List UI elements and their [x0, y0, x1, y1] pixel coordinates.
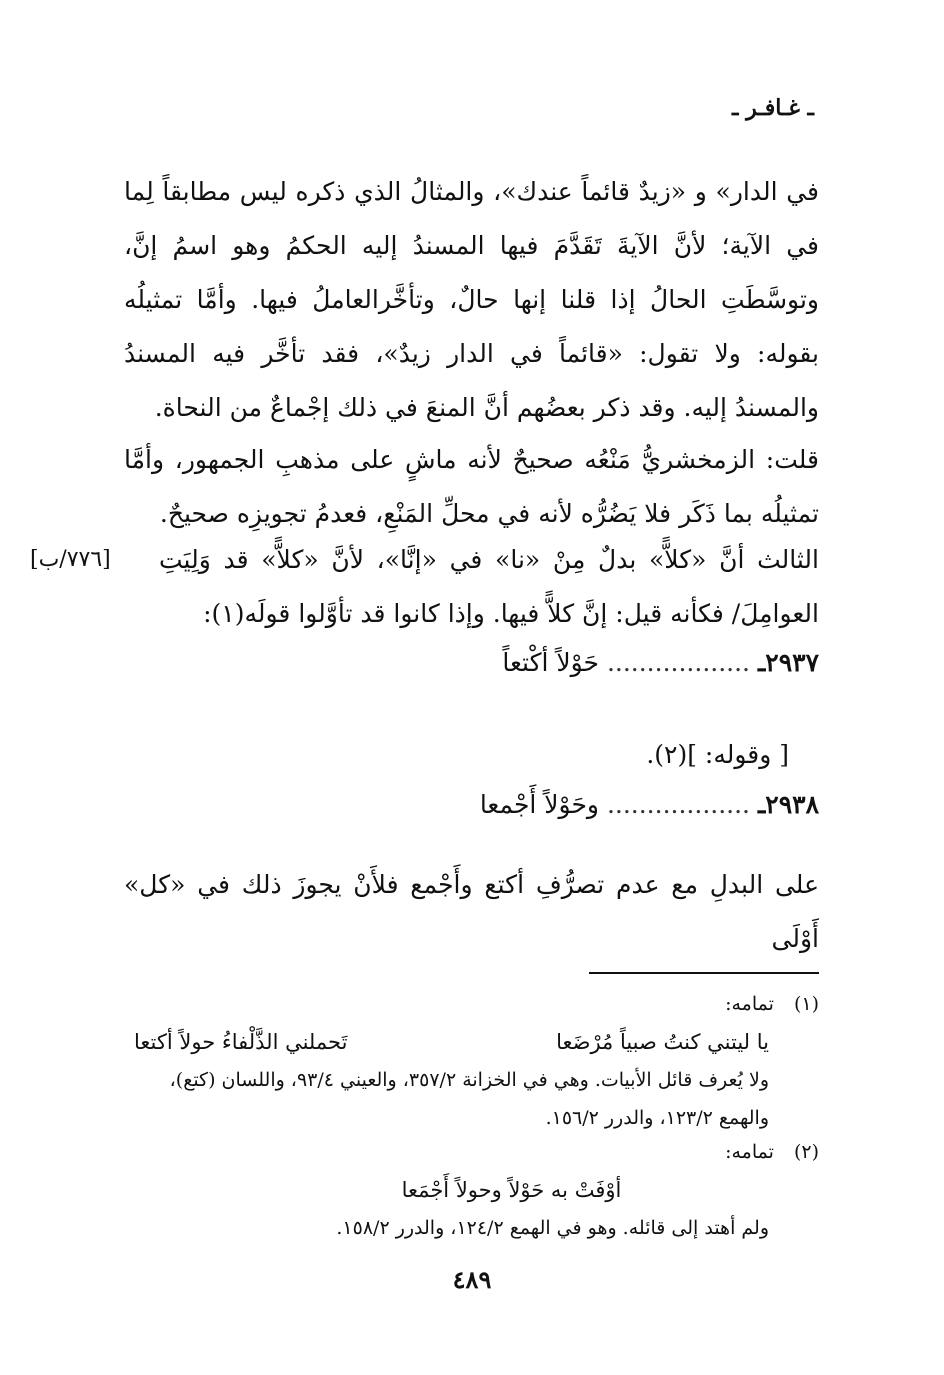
footnote-1 — [124, 985, 819, 1137]
verse-text: وحَوْلاً أَجْمعا — [479, 790, 599, 819]
paragraph-2: قلت: الزمخشريُّ مَنْعُه صحيحٌ لأنه ماشٍ على مذهبِ الجمهور، وأمَّا تمثيلُه بما ذَكَر فلا يَضُرُّه لأنه في محلِّ المَنْعِ، فعدمُ تجويزِه صحيحٌ. — [124, 445, 819, 528]
paragraph-4: على البدلِ مع عدم تصرُّفِ أكتع وأَجْمع فلأَنْ يجوزَ ذلك في «كل» أَوْلَى — [124, 870, 819, 953]
footnote-separator — [589, 972, 819, 974]
footnote-1-intro: تمامه: — [725, 993, 774, 1015]
verse-text: حَوْلاً أكْتعاً — [502, 648, 599, 677]
margin-folio-reference: [٧٧٦/ب] — [30, 547, 111, 572]
verse-number: ٢٩٣٧ـ — [757, 648, 819, 677]
footnote-2 — [124, 1133, 819, 1247]
verse-2938 — [480, 785, 819, 825]
verse-2937 — [502, 643, 819, 683]
verse-ellipsis: .................. — [606, 648, 750, 677]
footnote-2-body: ولم أهتد إلى قائله. وهو في الهمع ١٢٤/٢، والدرر ١٥٨/٢. — [336, 1217, 769, 1239]
footnote-2-intro: تمامه: — [725, 1141, 774, 1163]
running-header: ـ غـافـر ـ — [732, 95, 814, 121]
footnote-2-head — [124, 1133, 819, 1171]
footnote-1-head — [124, 985, 819, 1023]
footnote-2-verse: أوْفَتْ به حَوْلاً وحولاً أَجْمَعا — [401, 1178, 622, 1202]
footnote-1-verse — [124, 1023, 819, 1061]
verse-number: ٢٩٣٨ـ — [757, 790, 819, 819]
paragraph-3: الثالث أنَّ «كلاًّ» بدلٌ مِنْ «نا» في «إنَّا»، لأنَّ «كلاًّ» قد وَلِيَتِ العوامِلَ/ فكأنه قيل: إنَّ كلاًّ فيها. وإذا كانوا قد تأوَّلوا قولَه(١): — [159, 545, 819, 628]
verse-intro: [ وقوله: ](٢). — [646, 740, 789, 769]
footnote-1-hemistich-b: تَحملني الذَّلْفاءُ حولاً أكتعا — [134, 1030, 348, 1054]
footnote-1-marker: (١) — [793, 993, 819, 1015]
footnote-2-marker: (٢) — [793, 1141, 819, 1163]
verse-ellipsis: .................. — [606, 790, 750, 819]
paragraph-1: في الدار» و «زيدٌ قائماً عندك»، والمثالُ الذي ذكره ليس مطابقاً لِما في الآية؛ لأنَّ الآيةَ تَقَدَّمَ فيها المسندُ إليه الحكمُ وهو اسمُ إنَّ، وتوسَّطَتِ الحالُ إذا قلنا إنها حالٌ، وتأخَّرالعاملُ فيها. وأمَّا تمثيلُه بقوله: ولا تقول: «قائماً في الدار زيدٌ»، فقد تأخَّر فيه المسندُ والمسندُ إليه. وقد ذكر بعضُهم أنَّ المنعَ في ذلك إجْماعٌ من النحاة. — [124, 177, 819, 422]
footnote-1-body: ولا يُعرف قائل الأبيات. وهي في الخزانة ٣٥٧/٢، والعيني ٩٣/٤، واللسان (كتع)، والهمع ١٢٣/٢، والدرر ١٥٦/٢. — [169, 1069, 769, 1129]
footnote-1-hemistich-a: يا ليتني كنتُ صبياً مُرْضَعا — [556, 1030, 769, 1054]
page-number: ٤٨٩ — [452, 1265, 492, 1294]
